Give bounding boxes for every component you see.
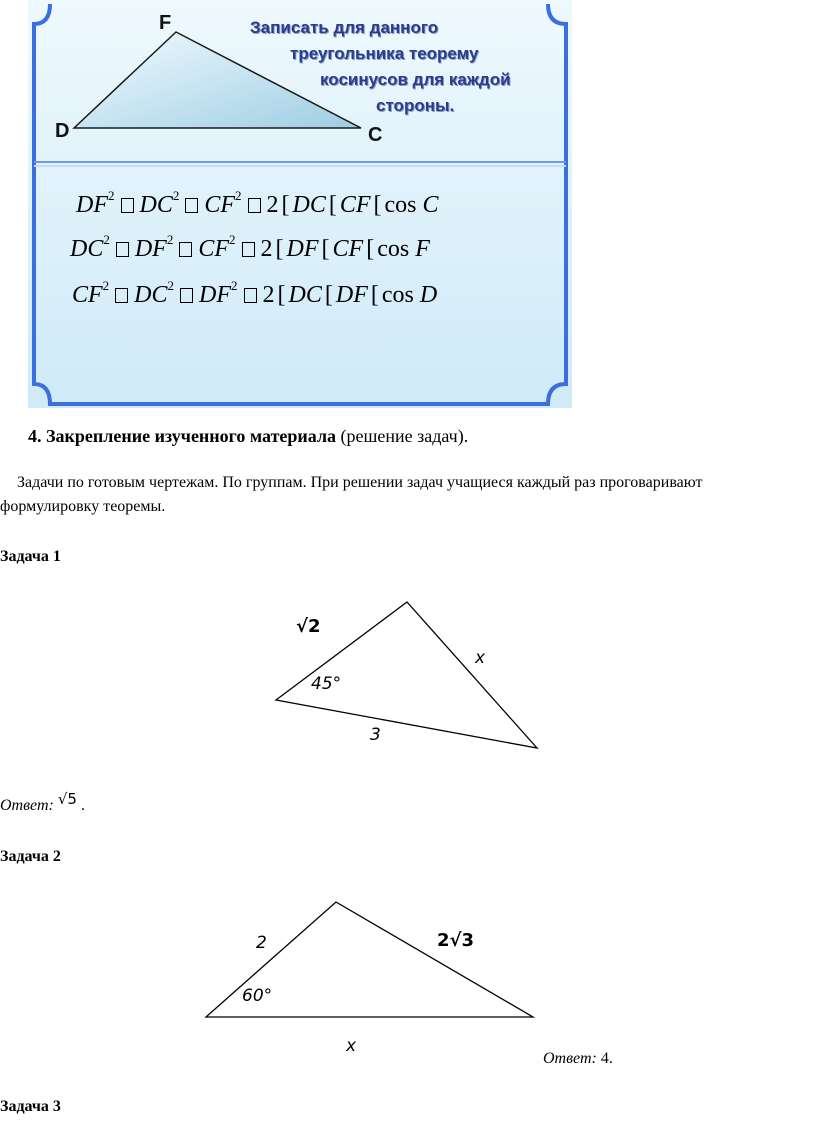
task-3-title: Задача 3 — [0, 1098, 61, 1115]
slide-title-line-4: стороны. — [376, 96, 455, 115]
task-2-unknown-x: x — [346, 1036, 357, 1056]
task-1-unknown-x: x — [475, 648, 486, 668]
task-1-side-sqrt2: √2 — [296, 616, 321, 637]
task-1-side-3: 3 — [370, 725, 381, 745]
equation-3: $CF^2$ $DC^2$ $DF^2$ 2 [ DC [ DF [ cos D — [72, 278, 438, 308]
task-2-side-2sqrt3: 2√3 — [437, 930, 475, 951]
vertex-c: C — [368, 124, 383, 146]
intro-line-1: Задачи по готовым чертежам. По группам. При решении задач учащиеся каждый раз проговаривают — [17, 474, 703, 491]
task-2-side-2: 2 — [256, 933, 267, 953]
task-2-angle: 60° — [242, 986, 273, 1006]
task-2-title: Задача 2 — [0, 848, 61, 865]
vertex-f: F — [159, 12, 172, 34]
task-1-angle: 45° — [311, 674, 342, 694]
vertex-d: D — [55, 120, 70, 142]
slide-title-line-1: Записать для данного — [250, 18, 439, 37]
task-2-triangle — [200, 896, 540, 1026]
task-1-title: Задача 1 — [0, 548, 61, 565]
equation-2: $DC^2$ $DF^2$ $CF^2$ 2 [ DF [ CF [ cos F — [70, 232, 430, 262]
slide-title-line-3: косинусов для каждой — [320, 70, 511, 89]
section-heading: 4. Закрепление изученного материала (решение задач). — [28, 426, 469, 446]
task-2-answer: Ответ: 4. — [543, 1050, 613, 1067]
equation-1: $DF^2$ $DC^2$ $CF^2$ 2 [ DC [ CF [ cos C — [76, 188, 439, 218]
intro-line-2: формулировку теоремы. — [0, 498, 166, 515]
lesson-slide — [28, 0, 572, 408]
task-1-answer: Ответ: √5 . — [0, 790, 85, 814]
slide-title-line-2: треугольника теорему — [290, 44, 479, 63]
